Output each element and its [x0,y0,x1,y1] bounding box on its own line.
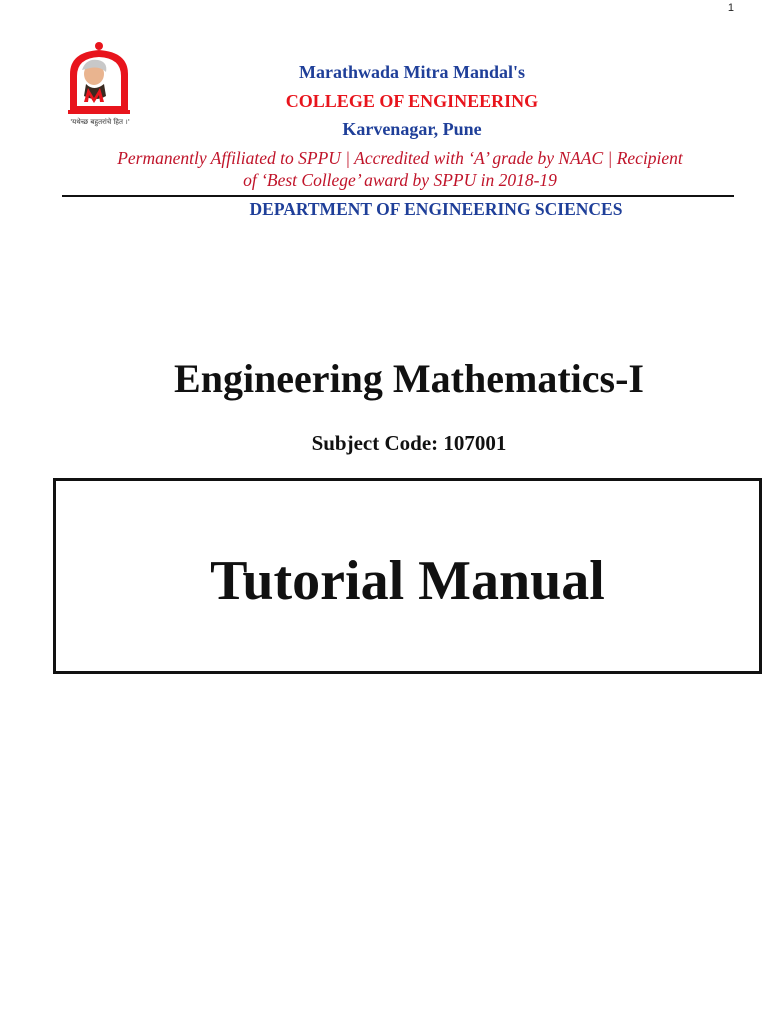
affiliation-line-1: Permanently Affiliated to SPPU | Accredited with ‘A’ grade by NAAC | Recipient [117,148,683,168]
manual-title: Tutorial Manual [210,550,605,612]
page-number: 1 [727,2,734,14]
subject-code: Subject Code: 107001 [311,431,507,455]
affiliation-line-2: of ‘Best College’ award by SPPU in 2018-19 [243,170,557,190]
affiliation-text [60,147,740,191]
header-divider [62,195,734,197]
organization-name: Marathwada Mitra Mandal's [299,62,525,82]
subject-title: Engineering Mathematics-I [174,356,644,401]
college-name: COLLEGE OF ENGINEERING [285,91,539,111]
department-name: DEPARTMENT OF ENGINEERING SCIENCES [249,199,623,219]
logo-motto: 'यथेच्छ बहुतरांचे हित ।' [70,118,130,126]
college-location: Karvenagar, Pune [342,119,482,139]
manual-title-box [53,478,762,674]
